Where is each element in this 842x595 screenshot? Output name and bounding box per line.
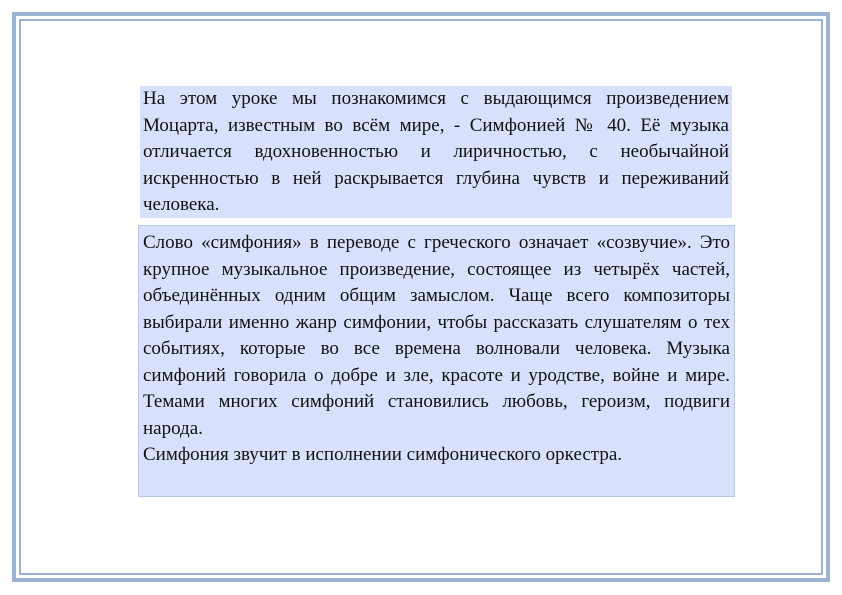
orchestra-paragraph: Симфония звучит в исполнении симфонического оркестра. bbox=[143, 444, 622, 465]
intro-paragraph: На этом уроке мы познакомимся с выдающимся произведением Моцарта, известным во всём мире, - Симфонией № 40. Её музыка отличается вдохновенностью и лиричностью, с необычайной искренностью в ней раскрывается глубина чувств и переживаний человека. bbox=[143, 88, 729, 215]
symphony-text-box bbox=[138, 225, 735, 497]
symphony-paragraph: Слово «симфония» в переводе с греческого означает «созвучие». Это крупное музыкальное произведение, состоящее из четырёх частей, объединённых одним общим замыслом. Чаще всего композиторы выбирали именно жанр симфонии, чтобы рассказать слушателям о тех событиях, которые во все времена волновали человека. Музыка симфоний говорила о добре и зле, красоте и уродстве, войне и мире. Темами многих симфоний становились любовь, героизм, подвиги народа. bbox=[143, 232, 730, 439]
intro-text-box bbox=[140, 86, 732, 218]
